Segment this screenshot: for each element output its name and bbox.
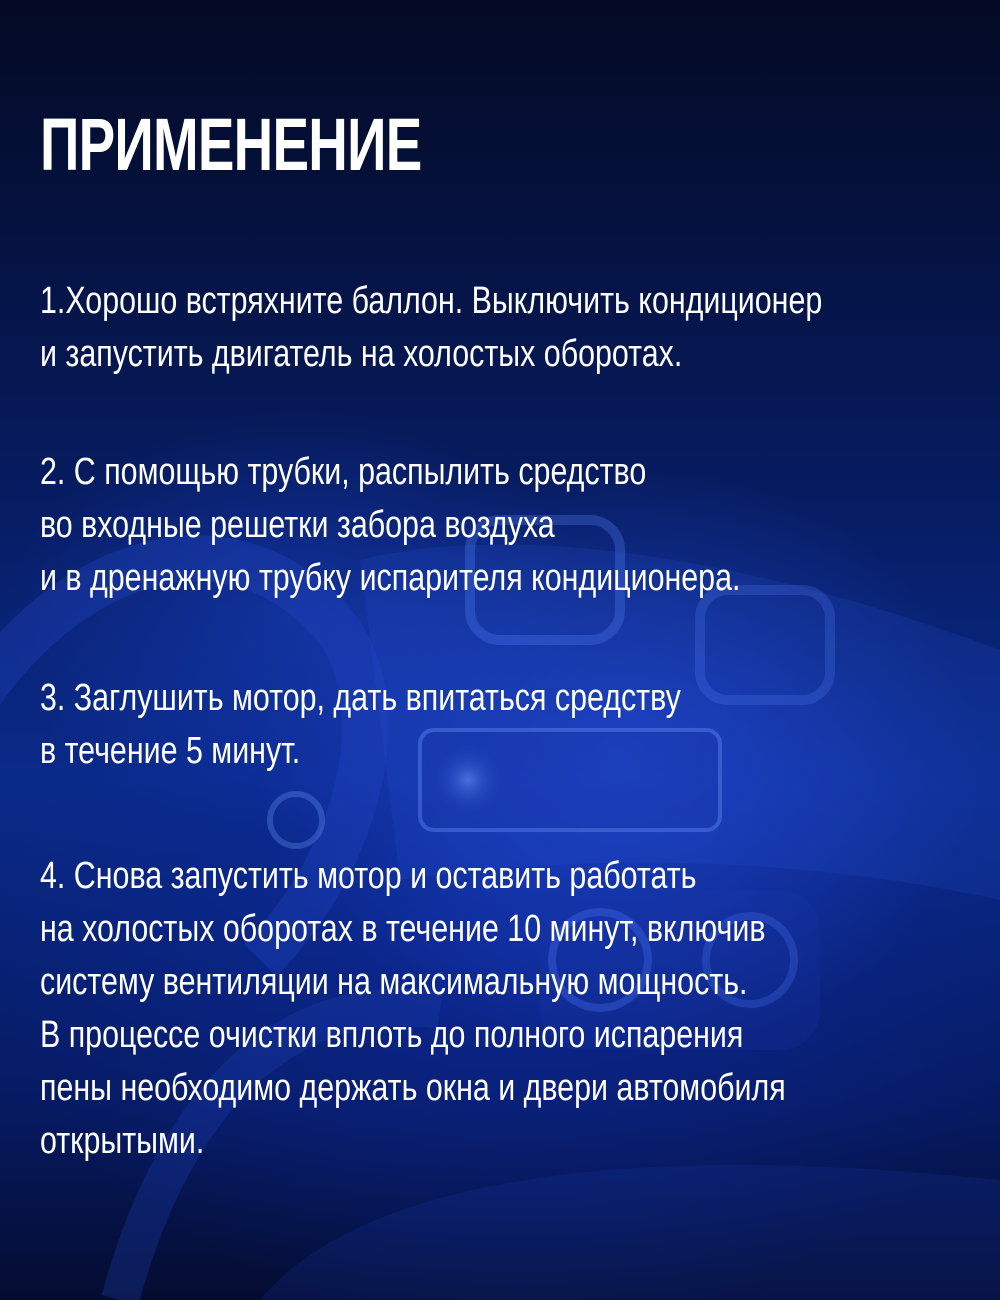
instruction-line: систему вентиляции на максимальную мощность. [40, 961, 748, 1003]
instruction-line: и в дренажную трубку испарителя кондиционера. [40, 557, 741, 599]
instruction-line: и запустить двигатель на холостых оборотах. [40, 333, 683, 375]
seat-shape [260, 1165, 1000, 1300]
ignition-shape [270, 794, 322, 846]
page-title: ПРИМЕНЕНИЕ [40, 103, 422, 186]
instruction-line: 2. С помощью трубки, распылить средство [40, 451, 647, 493]
instruction-step-4 [40, 850, 972, 1168]
instruction-line: в течение 5 минут. [40, 730, 301, 772]
instruction-line: 1.Хорошо встряхните баллон. Выключить кондиционер [40, 280, 823, 322]
instruction-line: 3. Заглушить мотор, дать впитаться средству [40, 677, 681, 719]
instruction-line: на холостых оборотах в течение 10 минут, включив [40, 908, 766, 950]
instruction-step-1 [40, 275, 1000, 381]
instruction-line: 4. Снова запустить мотор и оставить работать [40, 855, 697, 897]
instruction-step-3 [40, 672, 841, 778]
instruction-step-2 [40, 446, 916, 605]
instruction-line: открытыми. [40, 1120, 205, 1162]
instruction-line: В процессе очистки вплоть до полного испарения [40, 1014, 744, 1056]
instruction-line: во входные решетки забора воздуха [40, 504, 555, 546]
instruction-line: пены необходимо держать окна и двери автомобиля [40, 1067, 786, 1109]
